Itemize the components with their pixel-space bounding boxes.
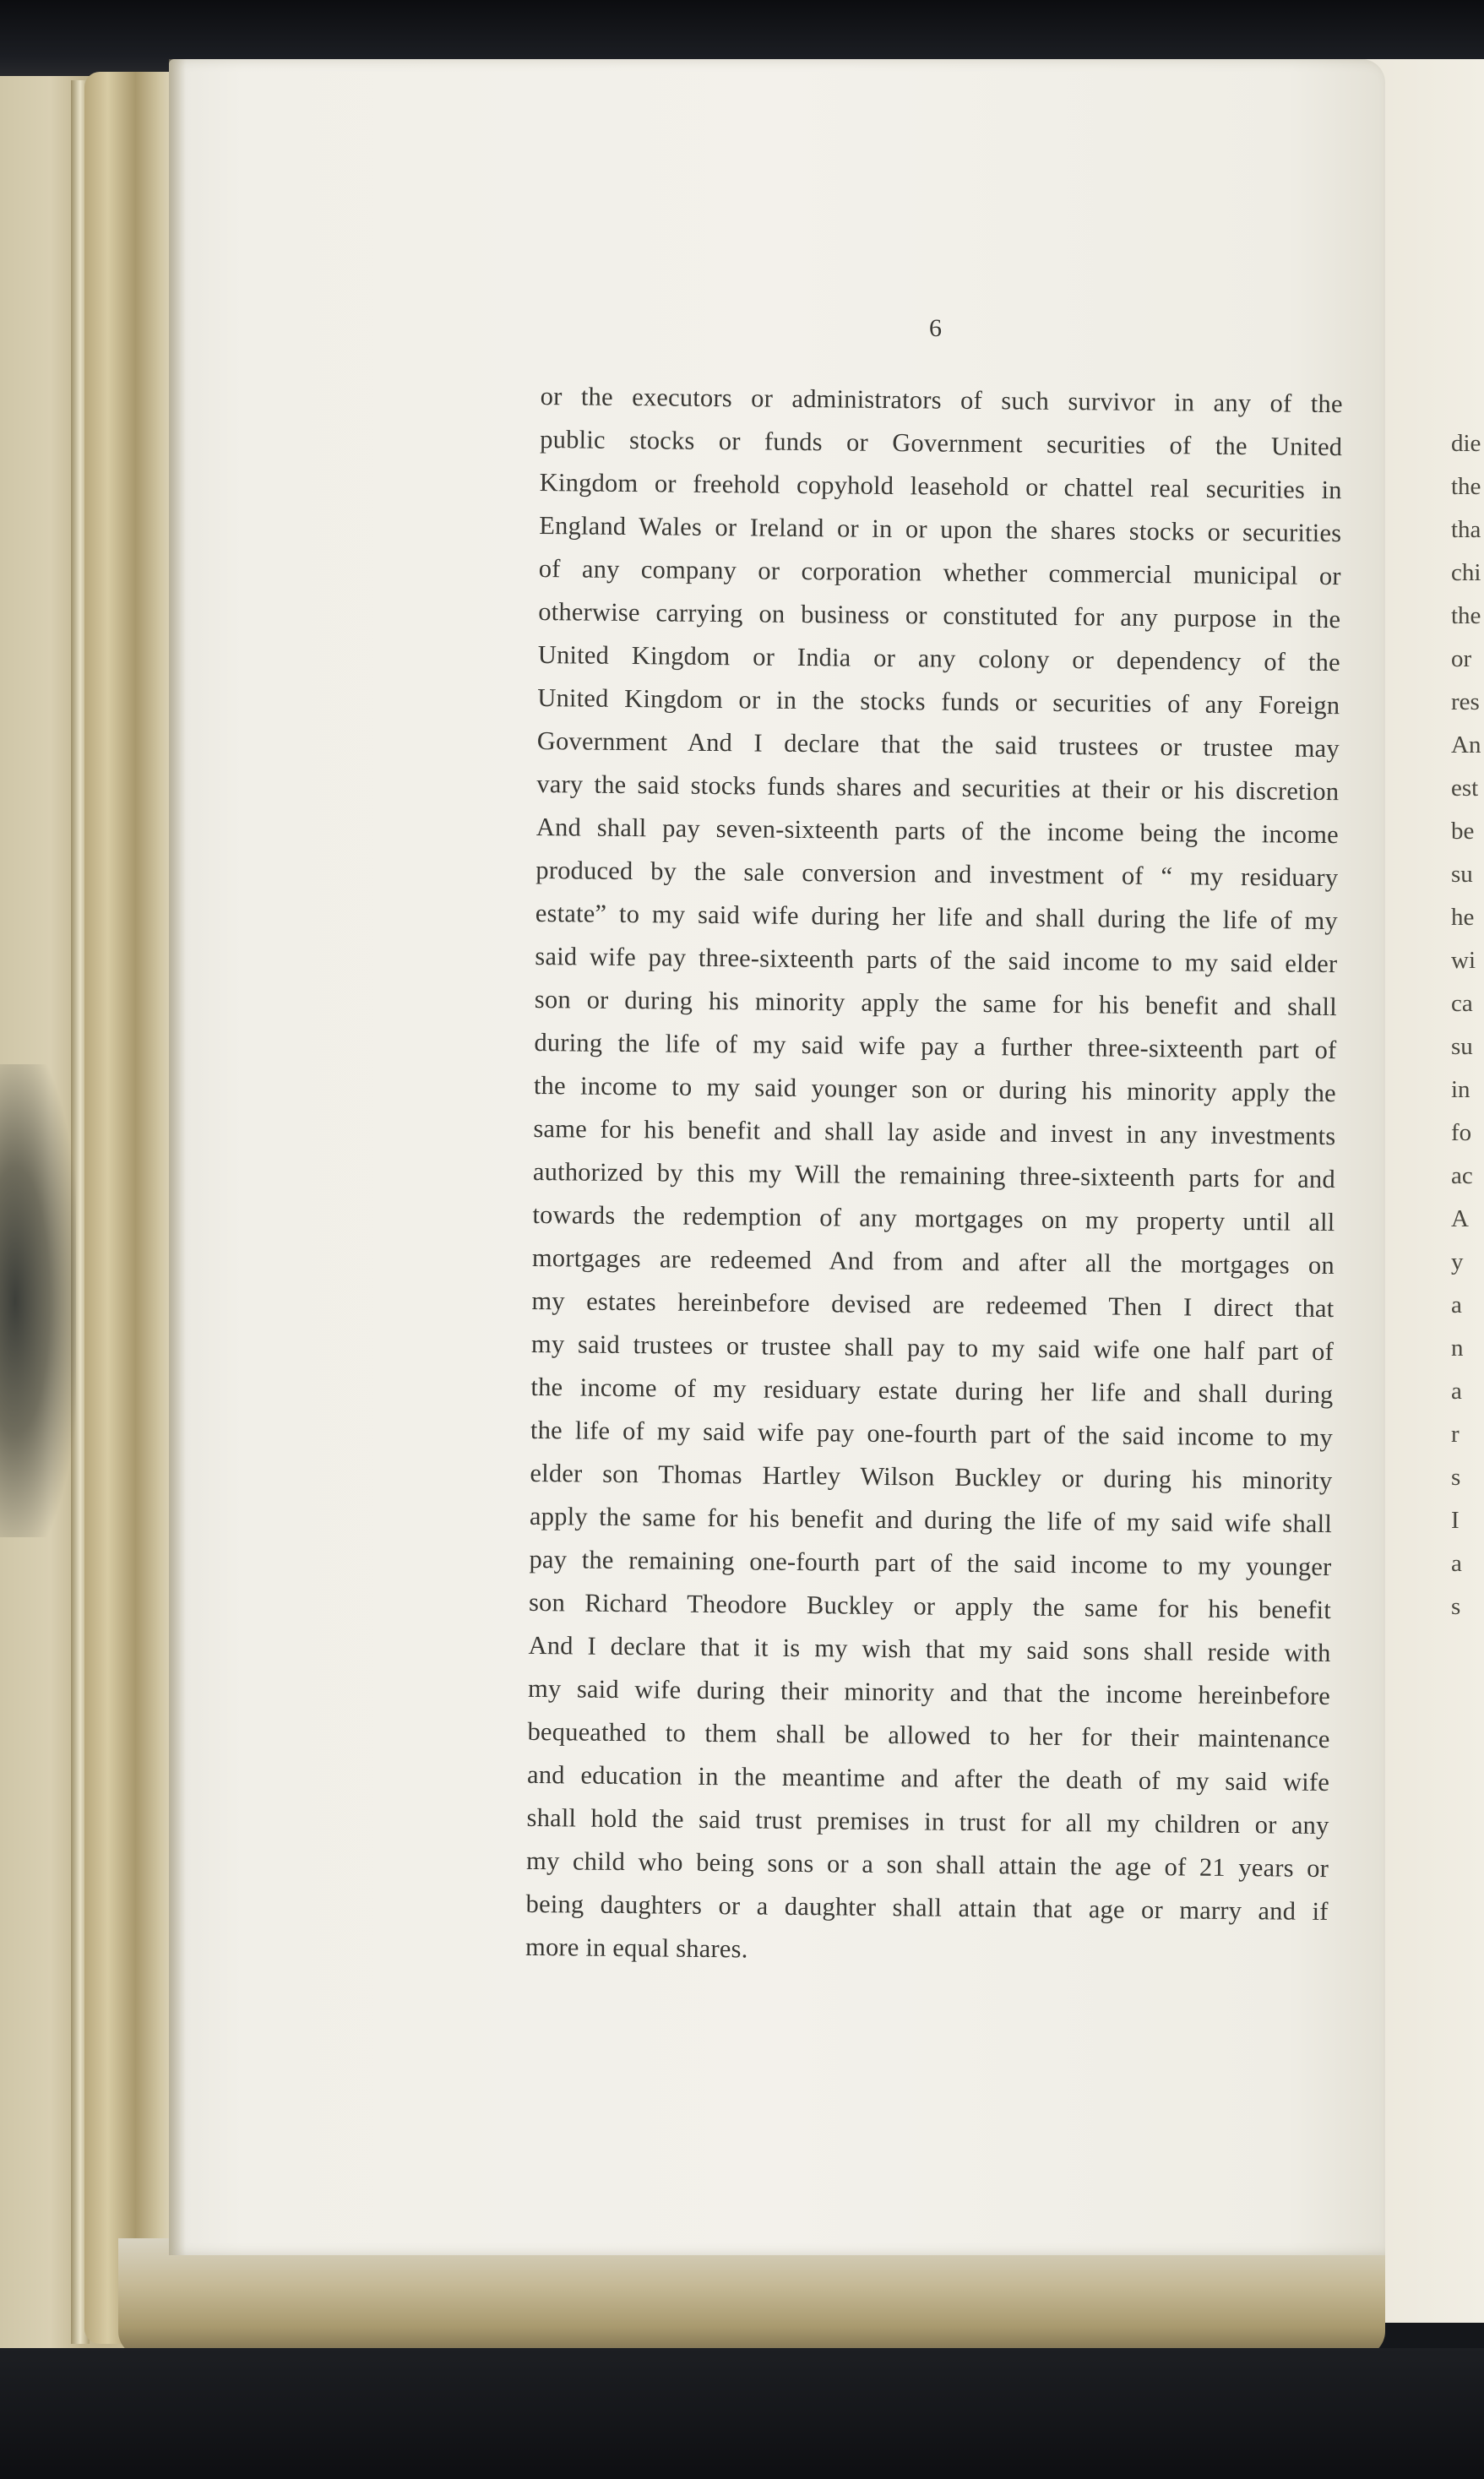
text-line: And shall pay seven-sixteenth parts of the income being the income (535, 812, 1339, 850)
text-line: United Kingdom or in the stocks funds or securities of any Foreign (537, 682, 1340, 720)
adjacent-page-text (1451, 422, 1484, 1628)
adjacent-page-fragment: die (1451, 430, 1481, 457)
text-line: of any company or corporation whether commercial municipal or (538, 553, 1341, 591)
page-number: 6 (929, 314, 942, 342)
text-line: United Kingdom or India or any colony or dependency of the (537, 639, 1340, 677)
adjacent-page-fragment: A (1451, 1205, 1469, 1232)
adjacent-page-fragment: chi (1451, 559, 1481, 586)
text-line: during the life of my said wife pay a further three-sixteenth part of (534, 1027, 1337, 1065)
spine-fold-shadow (169, 59, 186, 2255)
text-line: and education in the meantime and after the death of my said wife (526, 1759, 1330, 1797)
text-line: same for his benefit and shall lay aside and invest in any investments (533, 1113, 1336, 1151)
text-line: son Richard Theodore Buckley or apply the same for his benefit (528, 1587, 1332, 1625)
text-line: apply the same for his benefit and during the life of my said wife shall (529, 1501, 1333, 1539)
adjacent-page-fragment: a (1451, 1378, 1462, 1405)
adjacent-page-fragment: wi (1451, 947, 1476, 974)
adjacent-page-fragment: res (1451, 688, 1480, 715)
text-line: the life of my said wife pay one-fourth part of the said income to my (530, 1415, 1334, 1453)
text-line: England Wales or Ireland or in or upon the shares stocks or securities (539, 510, 1342, 548)
adjacent-page-fragment: a (1451, 1291, 1462, 1318)
text-line: authorized by this my Will the remaining three-sixteenth parts for and (532, 1156, 1336, 1194)
text-line: the income of my residuary estate during her life and shall during (530, 1372, 1334, 1410)
book-cover-bottom (0, 2348, 1484, 2479)
adjacent-page-fragment: su (1451, 1033, 1473, 1060)
text-line: Government And I declare that the said trustees or trustee may (536, 726, 1340, 764)
text-line: my estates hereinbefore devised are redeemed Then I direct that (531, 1286, 1335, 1324)
adjacent-page-fragment: s (1451, 1593, 1461, 1620)
adjacent-page-fragment: be (1451, 818, 1475, 845)
text-line: Kingdom or freehold copyhold leasehold or chattel real securities in (539, 467, 1342, 505)
text-line: said wife pay three-sixteenth parts of the said income to my said elder (535, 941, 1338, 979)
text-line: And I declare that it is my wish that my said sons shall reside with (528, 1630, 1331, 1668)
adjacent-page-fragment: the (1451, 602, 1481, 629)
adjacent-page-fragment: r (1451, 1421, 1460, 1448)
adjacent-page-fragment: ca (1451, 990, 1473, 1017)
text-line: estate” to my said wife during her life and shall during the life of my (535, 898, 1339, 936)
text-line: the income to my said younger son or during his minority apply the (533, 1070, 1337, 1108)
page-gutter (84, 72, 177, 2344)
text-line: pay the remaining one-fourth part of the said income to my younger (529, 1544, 1332, 1582)
text-line: otherwise carrying on business or constituted for any purpose in the (538, 596, 1341, 634)
adjacent-page-fragment: est (1451, 775, 1479, 802)
adjacent-page-fragment: tha (1451, 516, 1481, 543)
text-line: my child who being sons or a son shall attain the age of 21 years or (525, 1846, 1329, 1884)
adjacent-page-fragment: ac (1451, 1162, 1473, 1189)
text-line: mortgages are redeemed And from and after all the mortgages on (531, 1242, 1335, 1280)
adjacent-page-fragment: su (1451, 861, 1473, 888)
adjacent-page-fragment: or (1451, 645, 1472, 672)
text-line: produced by the sale conversion and investment of “ my residuary (535, 855, 1339, 893)
adjacent-page-fragment: s (1451, 1464, 1461, 1491)
adjacent-page-fragment: An (1451, 731, 1481, 758)
text-line: vary the said stocks funds shares and securities at their or his discretion (536, 769, 1340, 807)
adjacent-page-fragment: I (1451, 1507, 1460, 1534)
adjacent-page-fragment: he (1451, 904, 1475, 931)
text-line: my said wife during their minority and that the income hereinbefore (527, 1673, 1331, 1711)
text-line: my said trustees or trustee shall pay to my said wife one half part of (530, 1329, 1335, 1367)
text-line: being daughters or a daughter shall attain that age or marry and if (525, 1889, 1329, 1927)
adjacent-page-fragment: fo (1451, 1119, 1472, 1146)
left-shadow (0, 1064, 76, 1537)
adjacent-page-fragment: y (1451, 1248, 1464, 1275)
adjacent-page-fragment: a (1451, 1550, 1462, 1577)
text-line: bequeathed to them shall be allowed to her for their maintenance (527, 1716, 1330, 1754)
adjacent-page-fragment: in (1451, 1076, 1470, 1103)
text-line: shall hold the said trust premises in trust for all my children or any (526, 1802, 1329, 1840)
text-line: elder son Thomas Hartley Wilson Buckley or during his minority (530, 1458, 1333, 1496)
text-line: more in equal shares. (525, 1932, 748, 1964)
document-body-text (525, 375, 1343, 1976)
text-line: towards the redemption of any mortgages on my property until all (532, 1199, 1335, 1237)
text-line: public stocks or funds or Government securities of the United (540, 424, 1343, 462)
bottom-page-edges (118, 2238, 1385, 2357)
text-line: son or during his minority apply the same for his benefit and shall (534, 984, 1338, 1022)
adjacent-page-fragment: n (1451, 1335, 1464, 1362)
adjacent-page-fragment: the (1451, 473, 1481, 500)
text-line: or the executors or administrators of such survivor in any of the (540, 381, 1343, 419)
